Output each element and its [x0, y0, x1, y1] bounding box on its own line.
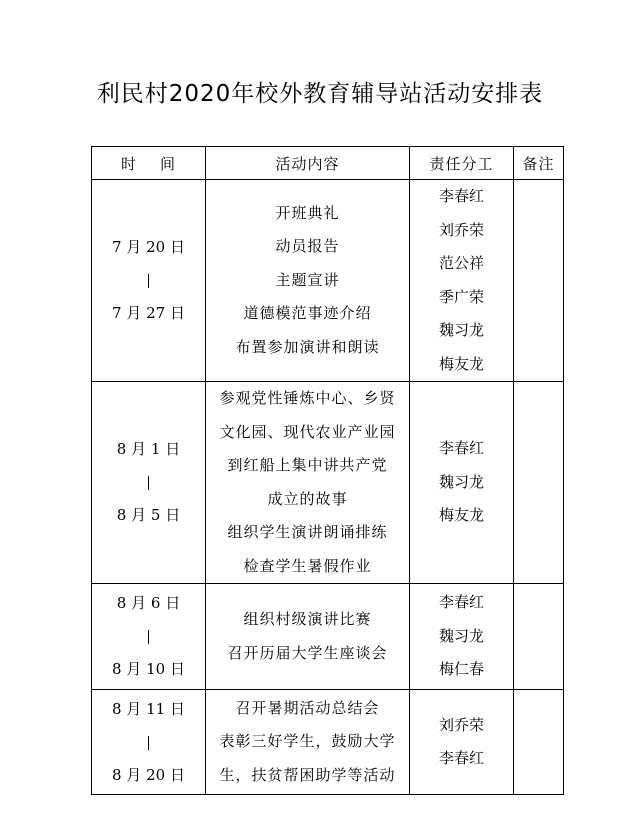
activity-item: 检查学生暑假作业	[243, 556, 372, 575]
activity-item: 召开暑期活动总结会	[235, 698, 380, 717]
activities-cell	[206, 180, 410, 382]
header-time: 时 间	[92, 147, 206, 180]
person-name: 李春红	[438, 439, 484, 458]
activity-item: 成立的故事	[267, 489, 348, 508]
start-date: 8 月 1 日	[116, 440, 181, 458]
responsible-cell	[410, 382, 514, 584]
person-name: 季广荣	[438, 287, 484, 306]
activity-item: 布置参加演讲和朗读	[235, 337, 380, 356]
person-name: 魏习龙	[438, 321, 484, 339]
start-date: 8 月 6 日	[116, 594, 181, 612]
activity-item: 组织学生演讲朗诵排练	[227, 523, 388, 541]
time-cell	[92, 690, 206, 795]
end-date: 8 月 10 日	[112, 660, 185, 678]
schedule-table	[91, 146, 564, 795]
activity-item: 文化园、现代农业产业园	[219, 422, 396, 441]
range-separator	[148, 466, 149, 499]
header-remarks: 备注	[514, 147, 564, 180]
range-separator	[148, 264, 149, 297]
page-title: 利民村2020年校外教育辅导站活动安排表	[96, 81, 544, 107]
person-name: 刘乔荣	[438, 220, 484, 239]
activity-item: 主题宣讲	[275, 270, 340, 289]
person-name: 李春红	[438, 749, 484, 767]
activity-item: 生，扶贫帮困助学等活动	[219, 765, 396, 784]
activity-item: 到红船上集中讲共产党	[227, 456, 388, 474]
end-date: 8 月 20 日	[112, 765, 185, 784]
person-name: 李春红	[438, 187, 484, 205]
responsible-cell	[410, 584, 514, 690]
table-header-row	[92, 147, 564, 180]
table-row	[92, 382, 564, 584]
activity-item: 表彰三好学生，鼓励大学	[219, 732, 396, 751]
table-row	[92, 690, 564, 795]
header-content: 活动内容	[206, 147, 410, 180]
person-name: 刘乔荣	[438, 715, 484, 734]
person-name: 范公祥	[438, 254, 484, 272]
person-name: 梅友龙	[438, 506, 484, 525]
activity-item: 道德模范事迹介绍	[243, 304, 372, 323]
activity-item: 组织村级演讲比赛	[243, 610, 372, 628]
activities-cell	[206, 690, 410, 795]
table-row	[92, 584, 564, 690]
activity-item: 召开历届大学生座谈会	[227, 643, 388, 662]
start-date: 7 月 20 日	[112, 238, 185, 256]
activity-item: 参观党性锤炼中心、乡贤	[219, 389, 396, 407]
person-name: 李春红	[438, 593, 484, 612]
responsible-cell	[410, 180, 514, 382]
time-cell	[92, 180, 206, 382]
end-date: 7 月 27 日	[112, 304, 185, 322]
person-name: 魏习龙	[438, 626, 484, 645]
time-cell	[92, 584, 206, 690]
end-date: 8 月 5 日	[116, 506, 181, 524]
person-name: 梅友龙	[438, 354, 484, 373]
remark-cell	[514, 584, 564, 690]
person-name: 魏习龙	[438, 472, 484, 491]
remark-cell	[514, 180, 564, 382]
remark-cell	[514, 690, 564, 795]
activity-item: 动员报告	[275, 237, 340, 256]
header-responsible: 责任分工	[410, 147, 514, 180]
time-cell	[92, 382, 206, 584]
person-name: 梅仁春	[438, 660, 484, 679]
remark-cell	[514, 382, 564, 584]
activity-item: 开班典礼	[275, 203, 340, 222]
table-row	[92, 180, 564, 382]
range-separator	[148, 620, 149, 653]
activities-cell	[206, 584, 410, 690]
range-separator	[148, 726, 149, 759]
activities-cell	[206, 382, 410, 584]
responsible-cell	[410, 690, 514, 795]
start-date: 8 月 11 日	[112, 699, 185, 718]
